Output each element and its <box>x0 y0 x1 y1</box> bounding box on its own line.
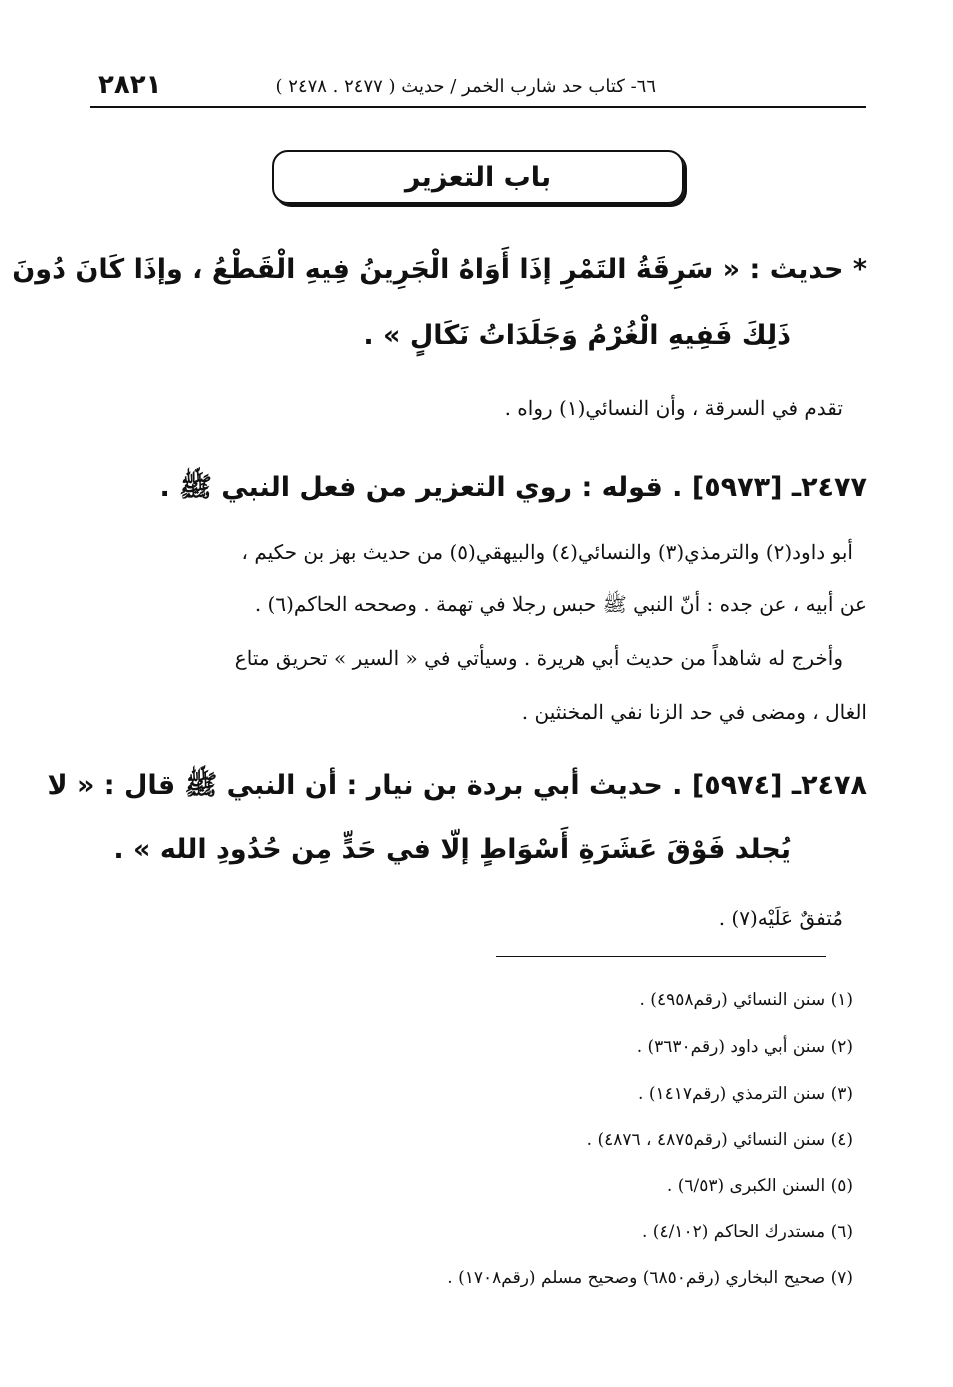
footnote-item: (٦) مستدرك الحاكم (٤/١٠٢) . <box>642 1222 853 1242</box>
entry-2477-line: وأخرج له شاهداً من حديث أبي هريرة . وسيأتي في « السير » تحريق متاع <box>234 646 843 670</box>
entry-2478-heading-line-1: ٢٤٧٨ـ [٥٩٧٤] . حديث أبي بردة بن نيار : أن النبي ﷺ قال : « لا <box>47 770 867 801</box>
page-number: ٢٨٢١ <box>98 70 162 100</box>
footnote-item: (٣) سنن الترمذي (رقم١٤١٧) . <box>638 1084 853 1104</box>
hadith-intro-comment: تقدم في السرقة ، وأن النسائي(١) رواه . <box>504 396 843 420</box>
footnote-item: (٥) السنن الكبرى (٦/٥٣) . <box>666 1176 853 1196</box>
entry-2478-source: مُتفقٌ عَلَيْه(٧) . <box>718 906 843 930</box>
footnote-item: (٧) صحيح البخاري (رقم٦٨٥٠) وصحيح مسلم (رقم١٧٠٨) . <box>447 1268 853 1288</box>
entry-2477-line: الغال ، ومضى في حد الزنا نفي المخنثين . <box>521 700 867 724</box>
footnote-separator <box>496 956 826 957</box>
hadith-intro-line-2: ذَلِكَ فَفِيهِ الْغُرْمُ وَجَلَدَاتُ نَكَالٍ » . <box>363 320 791 351</box>
footnote-item: (١) سنن النسائي (رقم٤٩٥٨) . <box>639 990 853 1010</box>
page-header <box>90 66 866 108</box>
footnote-item: (٢) سنن أبي داود (رقم٣٦٣٠) . <box>636 1037 853 1057</box>
entry-2478-heading-line-2: يُجلد فَوْقَ عَشَرَةِ أَسْوَاطٍ إلّا في حَدٍّ مِن حُدُودِ الله » . <box>113 834 791 865</box>
hadith-intro-line-1: * حديث : « سَرِقَةُ التَمْرِ إذَا أَوَاهُ الْجَرِينُ فِيهِ الْقَطْعُ ، وإذَا كَانَ دُونَ <box>12 254 867 285</box>
entry-2477-line: عن أبيه ، عن جده : أنّ النبي ﷺ حبس رجلا في تهمة . وصححه الحاكم(٦) . <box>254 592 867 616</box>
chapter-title: باب التعزير <box>404 161 552 193</box>
entry-2477-line: أبو داود(٢) والترمذي(٣) والنسائي(٤) والبيهقي(٥) من حديث بهز بن حكيم ، <box>241 540 853 564</box>
footnote-item: (٤) سنن النسائي (رقم٤٨٧٥ ، ٤٨٧٦) . <box>586 1130 853 1150</box>
running-title: ٦٦- كتاب حد شارب الخمر / حديث ( ٢٤٧٧ . ٢٤٧٨ ) <box>275 76 656 97</box>
entry-2477-heading: ٢٤٧٧ـ [٥٩٧٣] . قوله : روي التعزير من فعل النبي ﷺ . <box>159 472 867 503</box>
chapter-title-box <box>272 150 684 204</box>
